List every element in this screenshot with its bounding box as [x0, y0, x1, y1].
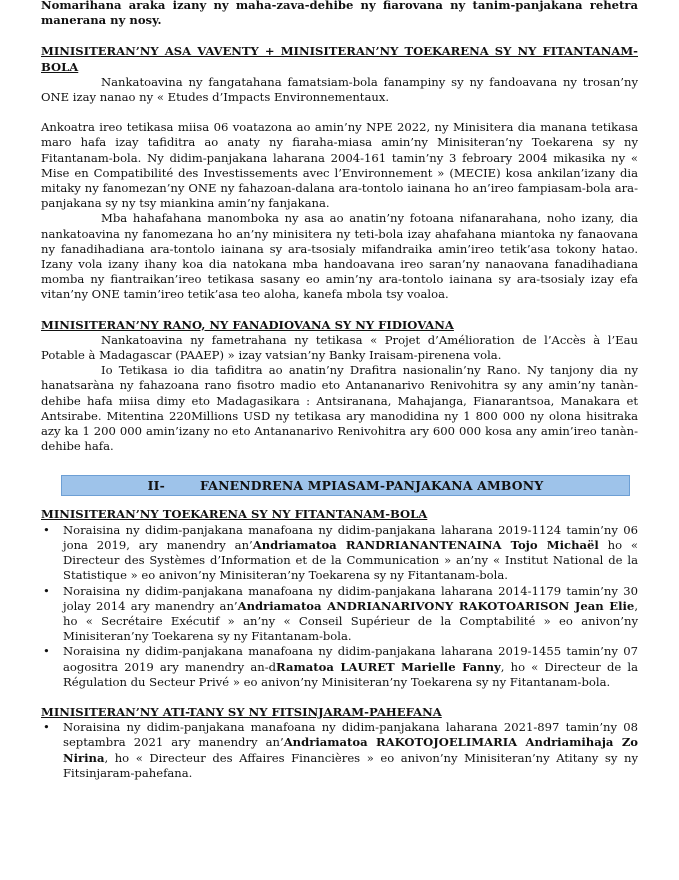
appointee-name: Andriamatoa ANDRIANARIVONY RAKOTOARISON Jean Elie: [237, 598, 635, 613]
section-title: FANENDRENA MPIASAM-PANJAKANA AMBONY: [200, 478, 544, 494]
paragraph: Nankatoavina ny fangatahana famatsiam-bola fanampiny sy ny fandoavana ny trosan’ny ONE izay nanao ny « Etudes d’Impacts Environnementaux.: [41, 74, 638, 105]
section-heading-asa-vaventy: MINISITERAN’NY ASA VAVENTY + MINISITERAN’NY TOEKARENA SY NY FITANTANAM-BOLA: [41, 44, 638, 74]
list-item: • Noraisina ny didim-panjakana manafoana ny didim-panjakana laharana 2019-1455 tamin’ny 07 aogositra 2019 ary manendry an-dRamatoa LAURET Marielle Fanny, ho « Directeur de la Régulation du Secteur Privé » eo anivon’ny Minisiteran’ny Toekarena sy ny Fitantanam-bola.: [43, 644, 639, 689]
appointee-name: Andriamatoa RAKOTOJOELIMARIA Andriamihaja Zo Nirina: [63, 735, 639, 765]
list-item: • Noraisina ny didim-panjakana manafoana ny didim-panjakana laharana 2014-1179 tamin’ny 30 jolay 2014 ary manendry an’Andriamatoa ANDRIANARIVONY RAKOTOARISON Jean Elie, ho « Secrétaire Exécutif » an’ny « Conseil Supérieur de la Comptabilité » eo anivon’ny Minisiteran’ny Toekarena sy ny Fitantanam-bola.: [43, 583, 638, 644]
bullet-icon: •: [43, 522, 50, 537]
section-number: II-: [147, 478, 165, 494]
section-bar: [61, 475, 630, 496]
appointment-list: [41, 720, 638, 781]
paragraph: Nankatoavina ny fametrahana ny tetikasa « Projet d’Amélioration de l’Accès à l’Eau Potable à Madagascar (PAAEP) » izay vatsian’ny Banky Iraisam-pirenena vola.: [41, 332, 638, 363]
list-item: • Noraisina ny didim-panjakana manafoana ny didim-panjakana laharana 2021-897 tamin’ny 08 septambra 2021 ary manendry an’Andriamatoa RAKOTOJOELIMARIA Andriamihaja Zo Nirina, ho « Directeur des Affaires Financières » eo anivon’ny Minisiteran’ny Atitany sy ny Fitsinjaram-pahefana.: [43, 720, 639, 780]
paragraph: Mba hahafahana manomboka ny asa ao anatin’ny fotoana nifanarahana, noho izany, dia nankatoavina ny fanomezana ho an’ny minisitera ny teti-bola izay ahafahana miantoka ny fanaovana ny fanadihadiana ara-tontolo iainana sy ara-tsosialy mifandraika amin’ireo tetik’asa tokony hatao. Izany vola izany ihany koa dia natokana mba handoavana ireo saran’ny nanaovana fanadihadiana momba ny fiantraikan’ireo tetikasa sasany eo amin’ny ara-tontolo iainana sy ara-tsosialy izay efa vitan’ny ONE tamin’ireo tetik’asa teo aloha, kanefa mbola tsy voaloa.: [41, 211, 638, 302]
paragraph: Io Tetikasa io dia tafiditra ao anatin’ny Drafitra nasionalin’ny Rano. Ny tanjony dia ny hanatsaràna ny fahazoana rano fisotro madio eto Antananarivo Renivohitra sy any amin’ny tanàn-dehibe hafa miisa dimy eto Madagasikara : Antsiranana, Mahajanga, Fianarantsoa, Manakara et Antsirabe. Mitentina 220Millions USD ny tetikasa ary manodidina ny 1 800 000 ny olona hisitraka azy ka 1 200 000 amin’izany no eto Antananarivo Renivohitra ary 600 000 kosa any amin’ireo tanàn-dehibe hafa.: [41, 363, 638, 454]
bullet-icon: •: [43, 644, 50, 659]
appointee-name: Andriamatoa RANDRIANANTENAINA Tojo Michaël: [252, 537, 599, 552]
paragraph: Ankoatra ireo tetikasa miisa 06 voatazona ao amin’ny NPE 2022, ny Minisitera dia manana tetikasa maro hafa izay tafiditra ao anaty ny fiaraha-miasa amin’ny Minisiteran’ny Toekarena sy ny Fitantanam-bola. Ny didim-panjakana laharana 2004-161 tamin’ny 3 febroary 2004 mikasika ny « Mise en Compatibilité des Investissements avec l’Environnement » (MECIE) kosa ankilan’izany dia mitaky ny fanomezan’ny ONE ny fahazoan-dalana ara-tontolo iainana ho an’ireo fampiasam-bola ara-panjakana sy ny tsy miankina amin’ny fanjakana.: [41, 120, 638, 211]
section-heading-rano: MINISITERAN’NY RANO, NY FANADIOVANA SY NY FIDIOVANA: [41, 317, 454, 332]
appointments-heading-toekarena: MINISITERAN’NY TOEKARENA SY NY FITANTANAM-BOLA: [41, 507, 428, 522]
list-item: • Noraisina ny didim-panjakana manafoana ny didim-panjakana laharana 2019-1124 tamin’ny 06 jona 2019, ary manendry an’Andriamatoa RANDRIANANTENAINA Tojo Michaël ho « Directeur des Systèmes d’Information et de la Communication » an’ny « Institut National de la Statistique » eo anivon’ny Minisiteran’ny Toekarena sy ny Fitantanam-bola.: [43, 522, 638, 583]
appointee-name: Ramatoa LAURET Marielle Fanny: [276, 659, 501, 674]
appointment-list: [41, 523, 638, 690]
appointments-heading-atitany: MINISITERAN’NY ATI-TANY SY NY FITSINJARAM-PAHEFANA: [41, 704, 442, 719]
intro-fragment: Nomarihana araka izany ny maha-zava-dehibe ny fiarovana ny tanim-panjakana rehetra manerana ny nosy.: [41, 0, 638, 28]
bullet-icon: •: [43, 720, 50, 735]
bullet-icon: •: [43, 583, 50, 598]
